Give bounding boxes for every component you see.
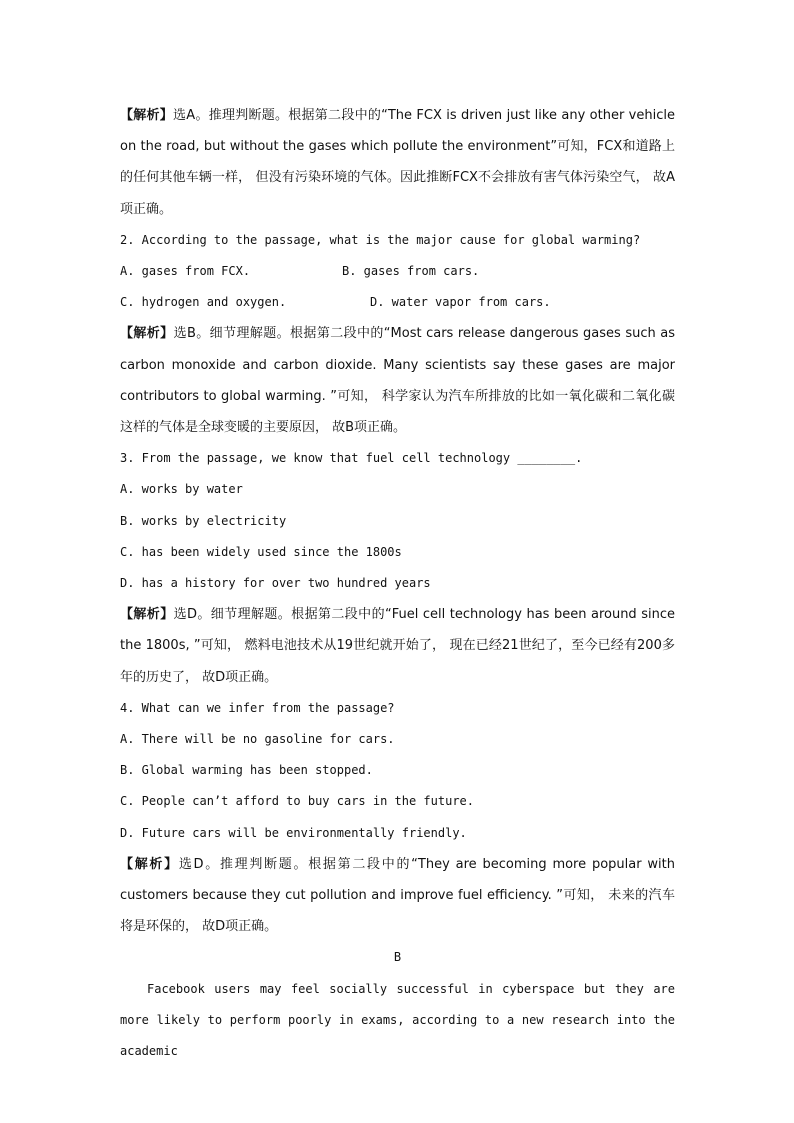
question-2-stem: 2. According to the passage, what is the major cause for global warming? <box>120 232 641 247</box>
analysis-1 <box>120 100 675 225</box>
section-heading: B <box>393 950 402 965</box>
option-b: B. works by electricity <box>120 513 287 528</box>
option-b: B. gases from cars. <box>342 264 480 279</box>
passage-paragraph: Facebook users may feel socially successful in cyberspace but they are more likely to perform poorly in exams, according to a new research into the academic <box>120 981 675 1059</box>
option-d: D. Future cars will be environmentally friendly. <box>120 825 467 840</box>
document-page <box>120 100 675 1067</box>
analysis-2 <box>120 318 675 443</box>
analysis-3 <box>120 599 675 693</box>
option-d: D. water vapor from cars. <box>370 295 551 310</box>
question-2-options-row-1 <box>120 256 675 287</box>
analysis-text: 选D。推理判断题。根据第二段中的“They are becoming more popular with customers because they cut pollution and improve fuel efficiency. ”可知， 未来的汽车将是环保的， 故D项正确。 <box>120 856 675 935</box>
option-c: C. hydrogen and oxygen. <box>120 295 287 310</box>
analysis-tag: 【解析】 <box>120 326 174 342</box>
question-2-options-row-2 <box>120 287 675 318</box>
option-c: C. People can’t afford to buy cars in the future. <box>120 794 475 809</box>
analysis-4 <box>120 849 675 943</box>
option-a: A. There will be no gasoline for cars. <box>120 732 395 747</box>
option-c: C. has been widely used since the 1800s <box>120 544 402 559</box>
option-b: B. Global warming has been stopped. <box>120 763 373 778</box>
analysis-text: 选A。推理判断题。根据第二段中的“The FCX is driven just like any other vehicle on the road, but without the gases which pollute the environment”可知，FCX和道路上的任何其他车辆一样， 但没有污染环境的气体。因此推断FCX不会排放有害气体污染空气， 故A项正确。 <box>120 108 675 217</box>
analysis-tag: 【解析】 <box>120 108 174 123</box>
question-3-stem: 3. From the passage, we know that fuel cell technology ________. <box>120 451 583 466</box>
analysis-tag: 【解析】 <box>120 607 174 623</box>
option-a: A. works by water <box>120 482 243 497</box>
analysis-text: 选B。细节理解题。根据第二段中的“Most cars release dangerous gases such as carbon monoxide and carbon dioxide. Many scientists say these gases are major contributors to global warming. ”可知， 科学家认为汽车所排放的比如一氧化碳和二氧化碳这样的气体是全球变暖的主要原因， 故B项正确。 <box>120 326 675 436</box>
option-a: A. gases from FCX. <box>120 264 251 279</box>
question-4-stem: 4. What can we infer from the passage? <box>120 700 395 715</box>
analysis-text: 选D。细节理解题。根据第二段中的“Fuel cell technology has been around since the 1800s, ”可知， 燃料电池技术从19世纪就开始了， 现在已经21世纪了，至今已经有200多年的历史了， 故D项正确。 <box>120 607 675 685</box>
analysis-tag: 【解析】 <box>120 856 179 872</box>
option-d: D. has a history for over two hundred years <box>120 576 431 591</box>
